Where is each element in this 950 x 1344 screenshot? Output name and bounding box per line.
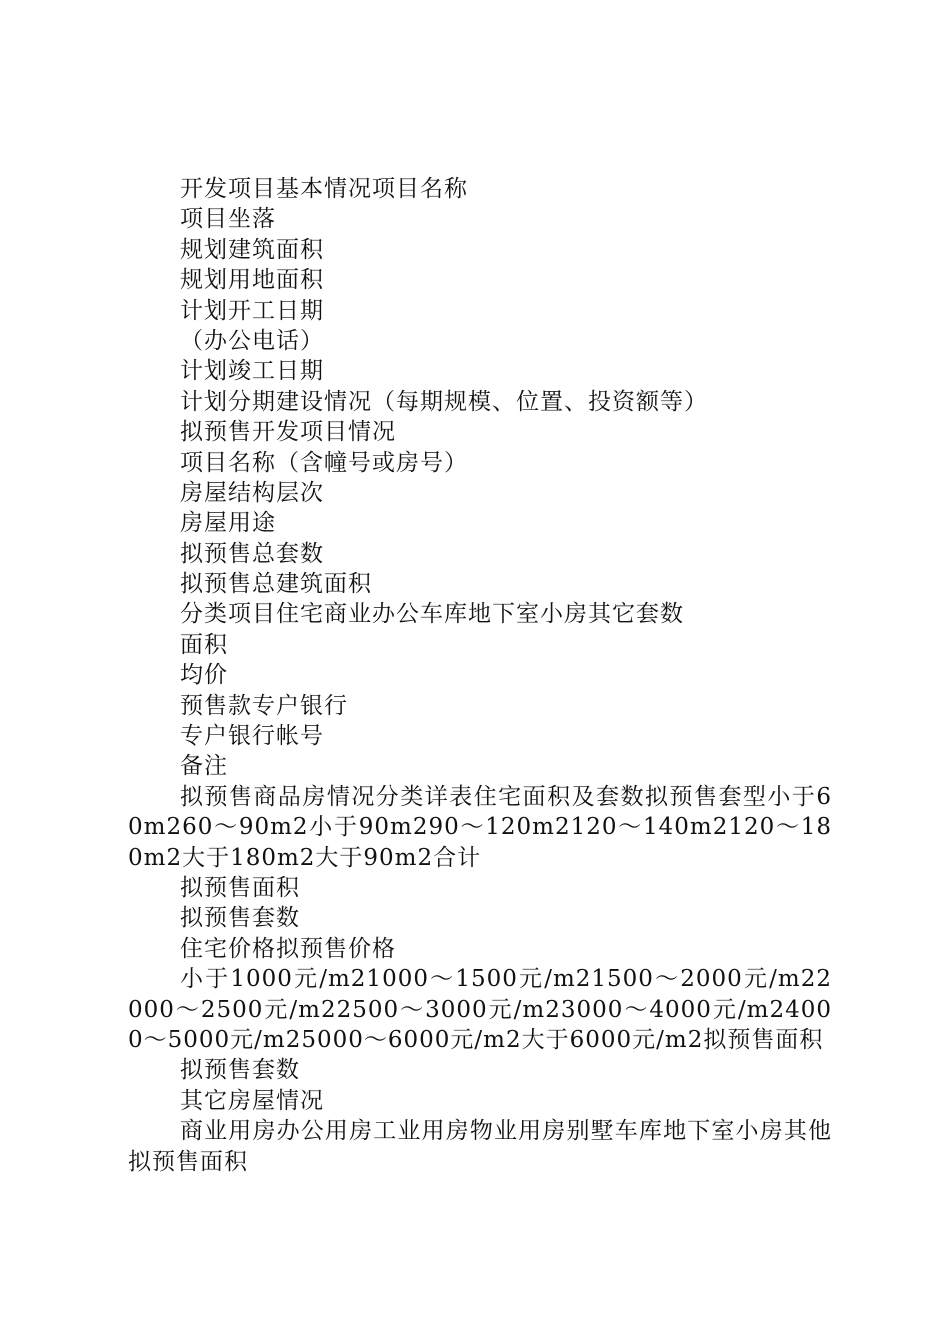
text-line: 预售款专户银行 xyxy=(180,692,348,719)
text-line: 项目坐落 xyxy=(180,206,276,233)
text-line: 拟预售开发项目情况 xyxy=(180,419,396,446)
text-line: 规划建筑面积 xyxy=(180,236,324,263)
text-line: 拟预售总套数 xyxy=(180,540,324,567)
text-line: 开发项目基本情况项目名称 xyxy=(180,176,468,202)
document-page xyxy=(128,174,832,1177)
text-line: 拟预售套数 xyxy=(180,905,300,932)
text-line: 住宅价格拟预售价格 xyxy=(180,935,396,962)
text-line: （办公电话） xyxy=(180,327,324,354)
text-line: 拟预售面积 xyxy=(180,875,300,902)
text-line: 计划开工日期 xyxy=(180,297,324,324)
text-line: 拟预售套数 xyxy=(180,1057,300,1084)
text-line: 计划竣工日期 xyxy=(180,358,324,385)
price-detail-paragraph: 小于1000元/m21000～1500元/m21500～2000元/m22000～2500元/m22500～3000元/m23000～4000元/m24000～5000元/m25000～6000元/m2大于6000元/m2拟预售面积 xyxy=(128,966,832,1054)
text-line: 分类项目住宅商业办公车库地下室小房其它套数 xyxy=(180,601,684,628)
text-line: 拟预售总建筑面积 xyxy=(180,571,372,598)
text-line: 项目名称（含幢号或房号） xyxy=(180,449,468,476)
text-line: 房屋用途 xyxy=(180,510,276,537)
text-line: 规划用地面积 xyxy=(180,267,324,294)
text-line: 专户银行帐号 xyxy=(180,723,324,750)
text-line: 均价 xyxy=(180,662,228,689)
text-line: 备注 xyxy=(180,753,228,780)
other-detail-paragraph: 商业用房办公用房工业用房物业用房别墅车库地下室小房其他拟预售面积 xyxy=(128,1118,832,1175)
residential-detail-paragraph: 拟预售商品房情况分类详表住宅面积及套数拟预售套型小于60m260～90m2小于90m290～120m2120～140m2120～180m2大于180m2大于90m2合计 xyxy=(128,783,832,871)
text-line: 计划分期建设情况（每期规模、位置、投资额等） xyxy=(180,388,708,415)
text-line: 面积 xyxy=(180,631,228,658)
text-line: 其它房屋情况 xyxy=(180,1087,324,1114)
text-line: 房屋结构层次 xyxy=(180,479,324,506)
